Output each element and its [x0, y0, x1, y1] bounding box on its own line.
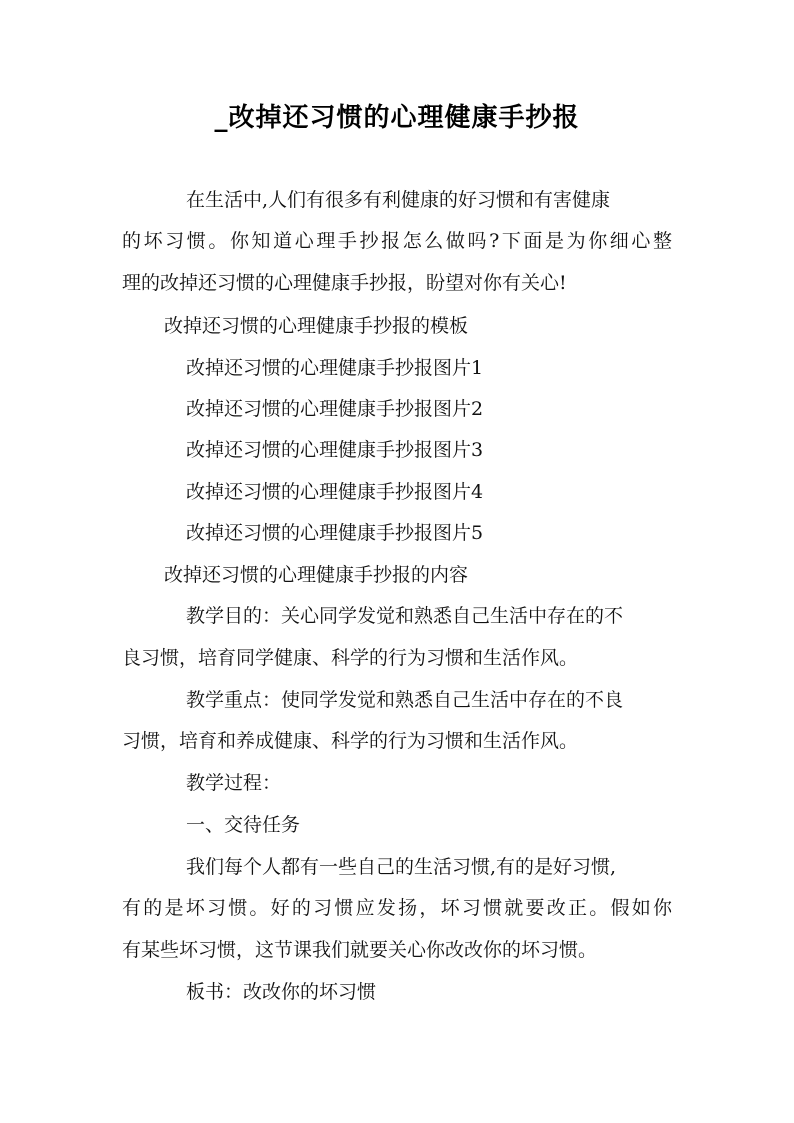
teaching-focus-line-1: 教学重点：使同学发觉和熟悉自己生活中存在的不良 [186, 689, 624, 711]
image-caption-2: 改掉还习惯的心理健康手抄报图片2 [186, 398, 484, 420]
teaching-goal-line-1: 教学目的：关心同学发觉和熟悉自己生活中存在的不 [186, 605, 624, 627]
paragraph-intro-line-3: 理的改掉还习惯的心理健康手抄报，盼望对你有关心! [122, 272, 567, 294]
section-heading-template: 改掉还习惯的心理健康手抄报的模板 [164, 315, 469, 337]
step-one-line-3: 有某些坏习惯，这节课我们就要关心你改改你的坏习惯。 [122, 939, 598, 961]
image-caption-4: 改掉还习惯的心理健康手抄报图片4 [186, 481, 484, 503]
step-one-line-2: 有的是坏习惯。好的习惯应发扬，坏习惯就要改正。假如你 [122, 897, 672, 919]
teaching-focus-line-2: 习惯，培育和养成健康、科学的行为习惯和生活作风。 [122, 730, 579, 752]
document-title: _改掉还习惯的心理健康手抄报 [214, 103, 580, 133]
paragraph-intro-line-1: 在生活中,人们有很多有利健康的好习惯和有害健康 [186, 189, 611, 211]
image-caption-5: 改掉还习惯的心理健康手抄报图片5 [186, 522, 484, 544]
step-one-heading: 一、交待任务 [186, 814, 301, 836]
image-caption-1: 改掉还习惯的心理健康手抄报图片1 [186, 357, 484, 379]
section-heading-content: 改掉还习惯的心理健康手抄报的内容 [164, 564, 469, 586]
blackboard-note: 板书：改改你的坏习惯 [186, 981, 377, 1003]
image-caption-3: 改掉还习惯的心理健康手抄报图片3 [186, 439, 484, 461]
step-one-line-1: 我们每个人都有一些自己的生活习惯,有的是好习惯, [186, 856, 617, 878]
paragraph-intro-line-2: 的坏习惯。你知道心理手抄报怎么做吗?下面是为你细心整 [122, 230, 672, 252]
teaching-process-heading: 教学过程： [186, 772, 282, 794]
teaching-goal-line-2: 良习惯，培育同学健康、科学的行为习惯和生活作风。 [122, 647, 579, 669]
